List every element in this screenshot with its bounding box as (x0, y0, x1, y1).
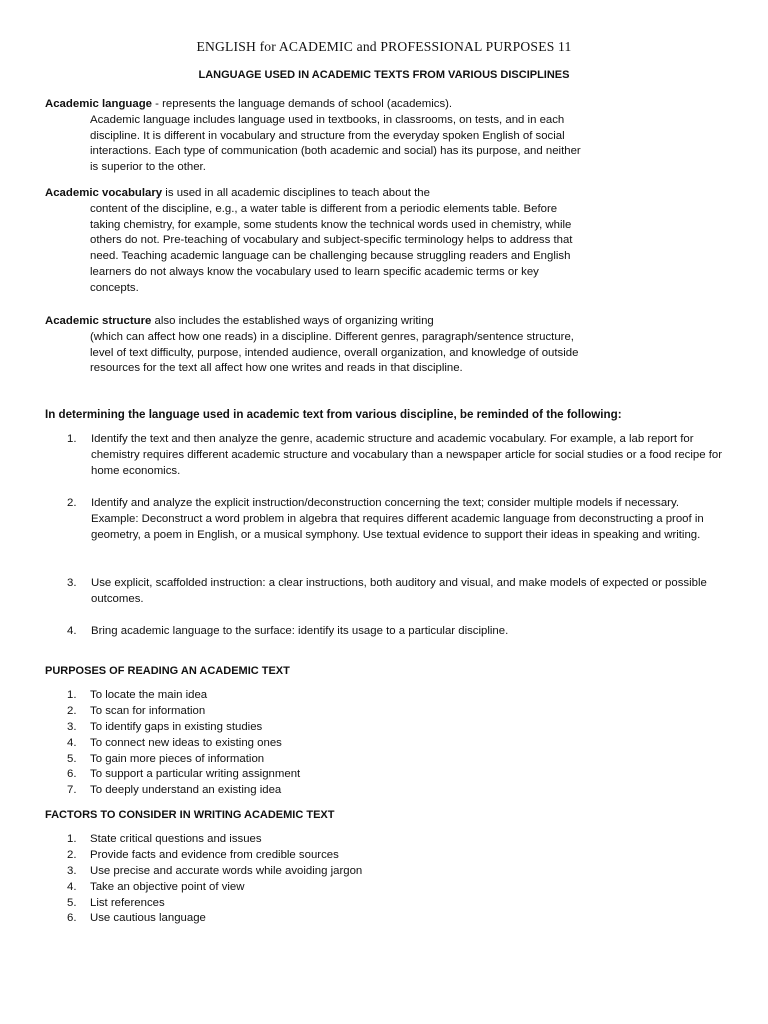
list-item-text: Provide facts and evidence from credible sources (90, 848, 339, 861)
list-item (67, 576, 727, 608)
list-item-text: Use explicit, scaffolded instruction: a clear instructions, both auditory and visual, and make models of expected or possible outcomes. (91, 577, 707, 605)
definition-body: content of the discipline, e.g., a water table is different from a periodic elements table. Before taking chemistry, for example, some students know the technical words used in chemistry, while others do not. Pre-teaching of vocabulary and subject-specific terminology helps to address that need. Teaching academic language can be challenging because struggling readers and English learners do not always know the vocabulary used to learn specific academic terms or key concepts. (90, 202, 573, 294)
list-item-number: 6. (67, 768, 77, 781)
list-item-number: 5. (67, 896, 77, 909)
list-item-text: To deeply understand an existing idea (90, 784, 282, 797)
list-item (67, 767, 487, 783)
list-item-number: 3. (67, 720, 77, 733)
list-item (67, 832, 487, 848)
list-item-text: To locate the main idea (90, 689, 208, 701)
factors-heading: FACTORS TO CONSIDER IN WRITING ACADEMIC TEXT (45, 809, 335, 821)
list-item-text: State critical questions and issues (90, 833, 262, 845)
definition-lead-text: is used in all academic disciplines to teach about the (162, 187, 430, 199)
definition-term: Academic structure (45, 315, 152, 327)
list-item-text: To support a particular writing assignment (90, 768, 301, 781)
list-item-text: List references (90, 896, 165, 909)
list-item (67, 752, 487, 768)
definition-academic-language (45, 97, 585, 176)
definition-lead (45, 314, 585, 330)
definition-body: (which can affect how one reads) in a discipline. Different genres, paragraph/sentence structure, level of text difficulty, purpose, intended audience, overall organization, and knowledge of outside resources for the text all affect how one writes and reads in that discipline. (90, 330, 579, 375)
definition-lead-text: - represents the language demands of school (academics). (151, 98, 453, 110)
definition-lead (45, 97, 585, 113)
list-item-number: 6. (67, 912, 77, 925)
list-item-text: To connect new ideas to existing ones (90, 736, 282, 749)
list-item (67, 736, 487, 752)
list-item (67, 783, 487, 799)
list-item-text: To identify gaps in existing studies (90, 720, 263, 733)
list-item (67, 704, 487, 720)
list-item-text: Use precise and accurate words while avoiding jargon (90, 864, 363, 877)
list-item-text: Identify the text and then analyze the genre, academic structure and academic vocabulary. For example, a lab report for chemistry requires different academic structure and vocabulary than a newspaper article for social studies or a food recipe for home economics. (91, 433, 723, 477)
reminders-intro: In determining the language used in academic text from various discipline, be reminded of the following: (45, 408, 622, 421)
definition-lead (45, 186, 585, 202)
definition-academic-structure (45, 314, 585, 377)
list-item-number: 4. (67, 880, 77, 893)
document-subtitle: LANGUAGE USED IN ACADEMIC TEXTS FROM VARIOUS DISCIPLINES (198, 69, 570, 81)
list-item-text: Identify and analyze the explicit instruction/deconstruction concerning the text; consider multiple models if necessary. Example: Deconstruct a word problem in algebra that requires different academic language from deconstructing a proof in geometry, a poem in English, or a musical symphony. Use textual evidence to support their ideas in speaking and writing. (91, 497, 704, 541)
list-item (67, 720, 487, 736)
list-item (67, 496, 727, 543)
list-item (67, 864, 487, 880)
definition-term: Academic vocabulary (45, 187, 163, 199)
list-item-number: 7. (67, 784, 77, 797)
list-item-number: 2. (67, 704, 77, 717)
list-item (67, 911, 487, 927)
definition-body: Academic language includes language used in textbooks, in classrooms, on tests, and in each discipline. It is different in vocabulary and structure from the everyday spoken English of social interactions. Each type of communication (both academic and social) has its purpose, and neither is superior to the other. (90, 113, 581, 174)
purposes-list (67, 688, 487, 799)
list-item (67, 432, 727, 479)
list-item-number: 2. (67, 848, 77, 861)
list-item-number: 5. (67, 752, 77, 765)
list-item-number: 4. (67, 736, 77, 749)
list-item-number: 3. (67, 577, 77, 589)
list-item-number: 2. (67, 497, 77, 509)
list-item (67, 624, 727, 640)
list-item-text: To scan for information (90, 704, 206, 717)
list-item-number: 3. (67, 864, 77, 877)
list-item-text: Bring academic language to the surface: identify its usage to a particular discipline. (91, 625, 509, 637)
definition-lead-text: also includes the established ways of organizing writing (151, 315, 434, 327)
list-item (67, 688, 487, 704)
purposes-heading: PURPOSES OF READING AN ACADEMIC TEXT (45, 665, 290, 677)
list-item-text: Take an objective point of view (90, 880, 245, 893)
list-item-number: 4. (67, 625, 77, 637)
document-title: ENGLISH for ACADEMIC and PROFESSIONAL PURPOSES 11 (196, 39, 572, 54)
list-item-number: 1. (67, 689, 77, 701)
factors-list (67, 832, 487, 927)
list-item (67, 880, 487, 896)
list-item-number: 1. (67, 833, 77, 845)
list-item (67, 848, 487, 864)
list-item-text: To gain more pieces of information (90, 752, 265, 765)
list-item-number: 1. (67, 433, 77, 445)
definition-academic-vocabulary (45, 186, 585, 297)
definition-term: Academic language (45, 98, 152, 110)
list-item-text: Use cautious language (90, 912, 206, 925)
list-item (67, 896, 487, 912)
